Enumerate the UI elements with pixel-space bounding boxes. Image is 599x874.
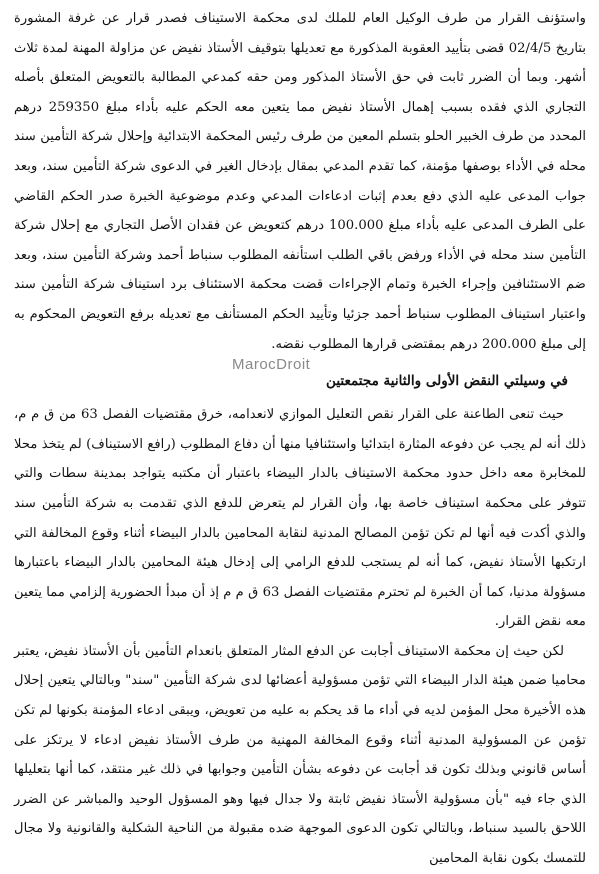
- body-paragraph-3: لكن حيث إن محكمة الاستيناف أجابت عن الدفع المثار المتعلق بانعدام التأمين بأن الأستاذ نفيض، يعتبر محاميا ضمن هيئة الدار البيضاء التي تؤمن مسؤولية أعضائها لدى شركة التأمين "سند" وبالتالي يتعين إحلال هذه الأخيرة محل المؤمن لديه في أداء ما قد يحكم به عليه من تعويض، ويبقى ادعاء المؤمنة بكونها لم تكن تؤمن عن المسؤولية المدنية أثناء وقوع المخالفة المهنية من طرف الأستاذ نفيض ادعاء لا يرتكز على أساس قانوني وبذلك تكون قد أجابت عن دفوعه بشأن التأمين وجوابها في ذلك غير منتقد، كما أنها بتعليلها الذي جاء فيه "بأن مسؤولية الأستاذ نفيض ثابتة ولا جدال فيها وهو المسؤول الوحيد والمباشر عن الضرر اللاحق بالسيد سنباط، وبالتالي تكون الدعوى الموجهة ضده مقبولة من الناحية الشكلية والقانونية ولا مجال للتمسك بكون نقابة المحامين: [14, 643, 586, 867]
- body-paragraph-1: واستؤنف القرار من طرف الوكيل العام للملك لدى محكمة الاستيناف فصدر قرار عن غرفة المشورة بتاريخ 02/4/5 قضى بتأييد العقوبة المذكورة مع تعديلها بتوقيف الأستاذ نفيض عن مزاولة المهنة لمدة ثلاث أشهر. وبما أن الضرر ثابت في حق الأستاذ المذكور ومن حقه كمدعي المطالبة بالتعويض المتعلق بأصله التجاري الذي فقده بسبب إهمال الأستاذ نفيض مما يتعين معه الحكم عليه بأداء مبلغ 259350 درهم المحدد من طرف الخبير الحلو بتسلم المعين من طرف رئيس المحكمة الابتدائية وإحلال شركة التأمين سند محله في الأداء بوصفها مؤمنة، كما تقدم المدعي بمقال بإدخال الغير في الدعوى شركة التأمين سند، وبعد جواب المدعى عليه الذي دفع بعدم إثبات ادعاءات المدعي وعدم موضوعية الخبرة صدر الحكم القاضي على الطرف المدعى عليه بأداء مبلغ 100.000 درهم كتعويض عن فقدان الأصل التجاري مع إحلال شركة التأمين سند محله في الأداء ورفض باقي الطلب استأنفه المطلوب سنباط أحمد وشركة التأمين سند، وبعد ضم الاستئنافين وإجراء الخبرة وتمام الإجراءات قضت محكمة الاستئناف برد استيناف شركة التأمين سند واعتبار استيناف المطلوب سنباط أحمد جزئيا وتأييد الحكم المستأنف مع تعديله برفع التعويض المحكوم به إلى مبلغ 200.000 درهم بمقتضى قرارها المطلوب نقضه.: [14, 11, 586, 352]
- section-heading: في وسيلتي النقض الأولى والثانية مجتمعتين: [326, 373, 568, 390]
- body-paragraph-2: حيث تنعى الطاعنة على القرار نقص التعليل الموازي لانعدامه، خرق مقتضيات الفصل 63 من ق م م، ذلك أنه لم يجب عن دفوعه المثارة ابتدائيا واستئنافيا منها أن دفاع المطلوب (رافع الاستيناف) لم يتخذ محلا للمخابرة معه داخل حدود محكمة الاستيناف بالدار البيضاء باعتبار أن مكتبه يتواجد بمدينة سطات والتي تتوفر على محكمة استيناف خاصة بها، وأن القرار لم يتعرض للدفع الذي تقدمت به شركة التأمين سند والذي أكدت فيه أنها لم تكن تؤمن المصالح المدنية لنقابة المحامين بالدار البيضاء أثناء وقوع المخالفة التي ارتكبها الأستاذ نفيض، كما أنه لم يستجب للدفع الرامي إلى إدخال هيئة المحامين بالدار البيضاء باعتبارها مسؤولة مدنيا، كما أن الخبرة لم تحترم مقتضيات الفصل 63 ق م م إذ أن مبدأ الحضورية إلزامي مما يتعين معه نقض القرار.: [14, 407, 586, 630]
- watermark-text: MarocDroit: [232, 356, 311, 373]
- document-page: [14, 4, 586, 874]
